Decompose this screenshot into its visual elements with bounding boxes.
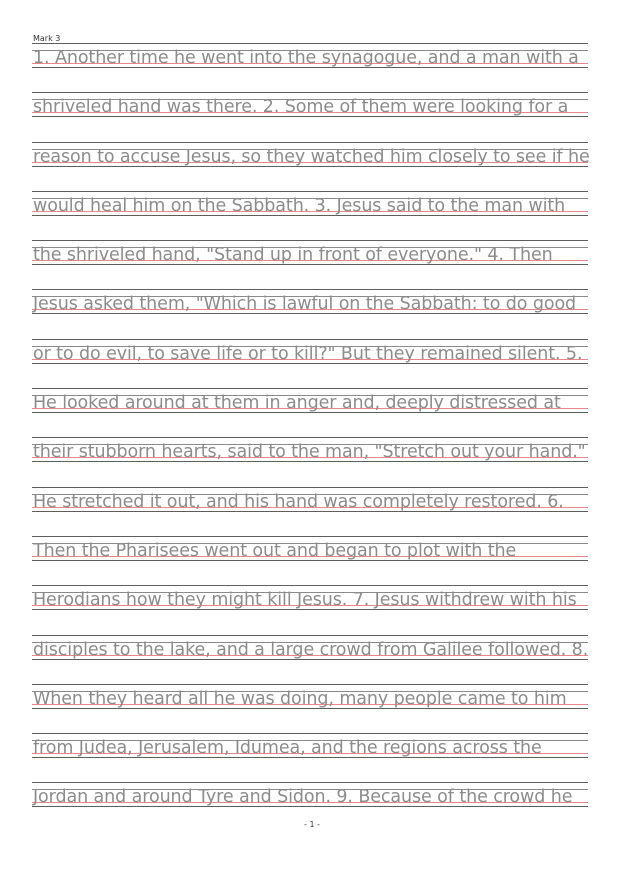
tracing-text: Herodians how they might kill Jesus. 7. Jesus withdrew with his	[33, 590, 577, 611]
page-header-title: Mark 3	[33, 34, 61, 43]
tracing-text: He looked around at them in anger and, deeply distressed at	[33, 393, 561, 414]
guide-rule-top	[32, 388, 588, 389]
guide-rule-top	[32, 142, 588, 143]
guide-rule-top	[32, 487, 588, 488]
practice-line	[32, 289, 588, 338]
practice-line	[32, 635, 588, 684]
tracing-text: 1. Another time he went into the synagogue, and a man with a	[33, 48, 579, 68]
practice-line	[32, 92, 588, 141]
tracing-text: shriveled hand was there. 2. Some of them were looking for a	[33, 97, 569, 118]
tracing-text: When they heard all he was doing, many people came to him	[33, 688, 567, 709]
tracing-text: from Judea, Jerusalem, Idumea, and the regions across the	[33, 738, 542, 759]
guide-rule-top	[32, 191, 588, 192]
practice-line	[32, 733, 588, 782]
guide-rule-top	[32, 437, 588, 438]
tracing-text: Jesus asked them, "Which is lawful on the Sabbath: to do good	[33, 294, 577, 315]
guide-rule-top	[32, 585, 588, 586]
guide-rule-top	[32, 635, 588, 636]
guide-rule-top	[32, 43, 588, 44]
practice-line	[32, 585, 588, 634]
guide-rule-top	[32, 92, 588, 93]
practice-line	[32, 339, 588, 388]
handwriting-practice-lines	[32, 43, 588, 832]
guide-rule-top	[32, 684, 588, 685]
tracing-text: the shriveled hand, "Stand up in front of everyone." 4. Then	[33, 245, 553, 266]
tracing-text: Then the Pharisees went out and began to plot with the	[33, 540, 517, 561]
tracing-text: He stretched it out, and his hand was completely restored. 6.	[33, 491, 564, 512]
tracing-text: reason to accuse Jesus, so they watched him closely to see if he	[33, 146, 590, 167]
guide-rule-top	[32, 339, 588, 340]
tracing-text: their stubborn hearts, said to the man, "Stretch out your hand."	[33, 442, 586, 463]
guide-rule-top	[32, 240, 588, 241]
tracing-text: or to do evil, to save life or to kill?" But they remained silent. 5.	[33, 343, 583, 364]
practice-line	[32, 142, 588, 191]
tracing-text: would heal him on the Sabbath. 3. Jesus said to the man with	[33, 195, 566, 216]
guide-rule-top	[32, 536, 588, 537]
page-number: - 1 -	[304, 820, 320, 829]
practice-line	[32, 43, 588, 92]
guide-rule-top	[32, 782, 588, 783]
guide-rule-top	[32, 289, 588, 290]
practice-line	[32, 536, 588, 585]
practice-line	[32, 437, 588, 486]
practice-line	[32, 684, 588, 733]
practice-line	[32, 487, 588, 536]
practice-line	[32, 388, 588, 437]
tracing-text: Jordan and around Tyre and Sidon. 9. Because of the crowd he	[33, 787, 573, 808]
practice-line	[32, 191, 588, 240]
practice-line	[32, 240, 588, 289]
tracing-text: disciples to the lake, and a large crowd from Galilee followed. 8.	[33, 639, 589, 660]
guide-rule-top	[32, 733, 588, 734]
